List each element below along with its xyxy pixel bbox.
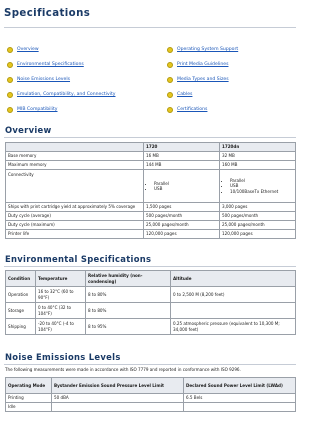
table-cell: Shipping: [6, 319, 36, 335]
page-title: Specifications: [4, 8, 91, 19]
table-cell: 500 pages/month: [144, 212, 220, 221]
noise-heading: Noise Emissions Levels: [5, 352, 121, 362]
table-cell: [171, 303, 296, 319]
toc-link[interactable]: Environmental Specifications: [17, 62, 84, 67]
column-header: Declared Sound Power Level Limit (LWAd): [184, 378, 296, 394]
connectivity-list: [222, 178, 293, 194]
table-cell: 0 to 40°C (32 to 104°F): [36, 303, 86, 319]
column-header: Operating Mode: [6, 378, 52, 394]
table-cell: Operation: [6, 287, 36, 303]
table-cell: Idle: [6, 403, 52, 412]
toc-item-overview[interactable]: [7, 44, 157, 55]
toc-link[interactable]: Noise Emissions Levels: [17, 77, 71, 82]
table-header-row: [6, 143, 296, 152]
table-cell: 25,000 pages/month: [220, 221, 296, 230]
toc-item-cables[interactable]: [167, 89, 317, 100]
table-cell: 3,000 pages: [220, 203, 296, 212]
bullet-icon: [167, 107, 173, 113]
environmental-table: [5, 270, 296, 335]
toc-link[interactable]: MIB Compatibility: [17, 107, 58, 112]
table-cell: 8 to 95%: [86, 319, 171, 335]
column-header: Condition: [6, 271, 36, 287]
table-cell: 120,000 pages: [144, 230, 220, 239]
toc-item-certifications[interactable]: [167, 104, 317, 115]
table-cell: [220, 170, 296, 203]
table-cell: 0.25 atmospheric pressure (equivalent to 10,300 M; 34,000 feet): [171, 319, 296, 335]
bullet-icon: [7, 92, 13, 98]
table-cell: 0 to 2,500 M (8,200 feet): [171, 287, 296, 303]
table-row: [6, 203, 296, 212]
toc-link[interactable]: Certifications: [177, 107, 208, 112]
table-header-row: [6, 271, 296, 287]
noise-table: [5, 377, 296, 412]
table-row: [6, 319, 296, 335]
row-label: Ships with print cartridge yield at approximately 5% coverage: [6, 203, 144, 212]
toc-right-column: [167, 44, 317, 119]
table-cell: 144 MB: [144, 161, 220, 170]
table-cell: Printing: [6, 394, 52, 403]
table-row: [6, 152, 296, 161]
table-row: [6, 230, 296, 239]
row-label: Connectivity: [6, 170, 144, 203]
toc-item-media-guidelines[interactable]: [167, 59, 317, 70]
table-cell: 500 pages/month: [220, 212, 296, 221]
table-cell: [144, 170, 220, 203]
table-cell: 25,000 pages/month: [144, 221, 220, 230]
column-header: Bystander Emission Sound Pressure Level Limit: [52, 378, 184, 394]
table-cell: [52, 403, 184, 412]
table-row: [6, 170, 296, 203]
toc-left-column: [7, 44, 157, 119]
table-header-row: [6, 378, 296, 394]
table-row: [6, 287, 296, 303]
list-item: • Parallel: [230, 178, 293, 183]
toc-item-emulation[interactable]: [7, 89, 157, 100]
row-label: Duty cycle (average): [6, 212, 144, 221]
toc-item-mib[interactable]: [7, 104, 157, 115]
column-header: 1720: [144, 143, 220, 152]
list-item: • USB: [230, 183, 293, 188]
noise-intro: The following measurements were made in accordance with ISO 7779 and reported in conformance with ISO 9296.: [5, 367, 241, 372]
table-row: [6, 212, 296, 221]
table-row: [6, 403, 296, 412]
table-row: [6, 303, 296, 319]
bullet-icon: [167, 92, 173, 98]
toc-item-os-support[interactable]: [167, 44, 317, 55]
table-row: [6, 161, 296, 170]
bullet-icon: [167, 77, 173, 83]
environmental-heading: Environmental Specifications: [5, 254, 152, 264]
bullet-icon: [7, 107, 13, 113]
toc-item-media-types[interactable]: [167, 74, 317, 85]
bullet-icon: [7, 47, 13, 53]
overview-rule: [4, 137, 296, 138]
row-label: Duty cycle (maximum): [6, 221, 144, 230]
table-cell: 160 MB: [220, 161, 296, 170]
toc-link[interactable]: Cables: [177, 92, 193, 97]
toc-link[interactable]: Print Media Guidelines: [177, 62, 229, 67]
list-item: • Parallel: [154, 181, 217, 186]
table-row: [6, 221, 296, 230]
table-cell: 120,000 pages: [220, 230, 296, 239]
table-cell: 16 to 32°C (60 to 90°F): [36, 287, 86, 303]
page-header: [4, 8, 296, 26]
row-label: Maximum memory: [6, 161, 144, 170]
table-cell: 6.5 Bels: [184, 394, 296, 403]
overview-heading: Overview: [5, 125, 52, 135]
table-cell: [184, 403, 296, 412]
table-cell: 16 MB: [144, 152, 220, 161]
toc-link[interactable]: Overview: [17, 47, 39, 52]
connectivity-list: [146, 181, 217, 192]
bullet-icon: [167, 62, 173, 68]
table-cell: 50 dBA: [52, 394, 184, 403]
bullet-icon: [7, 62, 13, 68]
table-row: [6, 394, 296, 403]
environmental-rule: [4, 266, 296, 267]
table-cell: 1,500 pages: [144, 203, 220, 212]
toc-link[interactable]: Operating System Support: [177, 47, 239, 52]
overview-table: [5, 142, 296, 239]
table-cell: Storage: [6, 303, 36, 319]
table-cell: 32 MB: [220, 152, 296, 161]
title-rule: [4, 27, 296, 28]
table-cell: -20 to 40°C (-4 to 104°F): [36, 319, 86, 335]
row-label: Printer life: [6, 230, 144, 239]
column-header: 1720dn: [220, 143, 296, 152]
list-item: • USB: [154, 186, 217, 191]
column-header: Relative humidity (non-condensing): [86, 271, 171, 287]
noise-rule: [4, 364, 296, 365]
list-item: • 10/100BaseTx Ethernet: [230, 189, 293, 194]
toc-item-environmental[interactable]: [7, 59, 157, 70]
column-header: Temperature: [36, 271, 86, 287]
table-cell: 8 to 80%: [86, 287, 171, 303]
table-cell: 8 to 80%: [86, 303, 171, 319]
row-label: Base memory: [6, 152, 144, 161]
toc-item-noise[interactable]: [7, 74, 157, 85]
bullet-icon: [7, 77, 13, 83]
toc-link[interactable]: Media Types and Sizes: [177, 77, 229, 82]
toc-link[interactable]: Emulation, Compatibility, and Connectivity: [17, 92, 116, 97]
column-header: Altitude: [171, 271, 296, 287]
column-header: [6, 143, 144, 152]
bullet-icon: [167, 47, 173, 53]
